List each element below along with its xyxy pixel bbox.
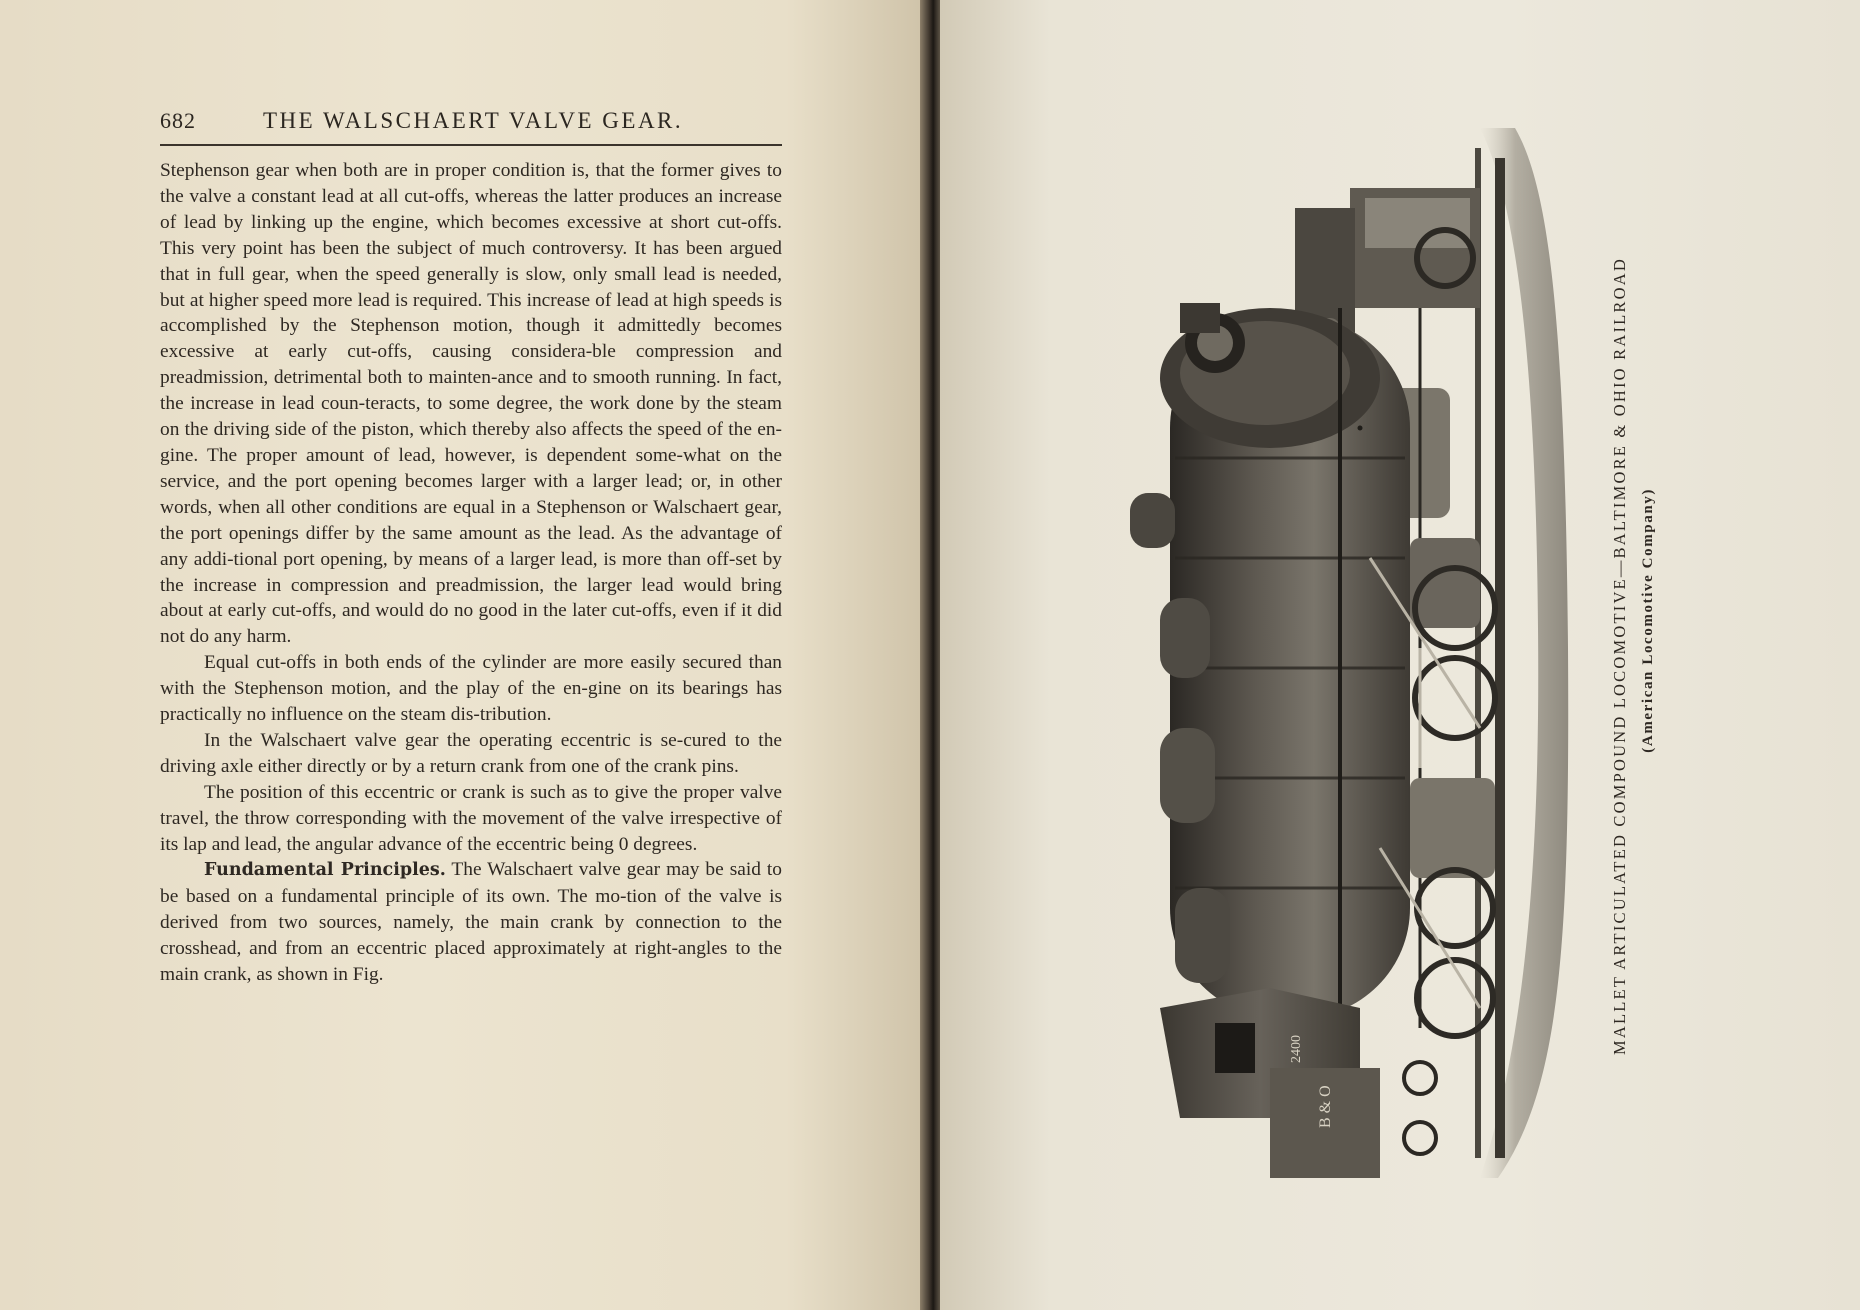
book-gutter [920,0,942,1310]
paragraph-5-text: The Walschaert valve gear may be said to be based on a fundamental principle of its own. The mo-tion of the valve is derived from two sources, namely, the main crank by connection to the crosshead, and from an eccentric placed approximately at right-angles to the main crank, as shown in Fig. [160,859,782,986]
left-page [0,0,925,1310]
caption-sub: (American Locomotive Company) [1640,488,1656,753]
plate-caption [1595,238,1685,1074]
cab-number: 2400 [1289,1035,1304,1063]
locomotive-illustration [1120,128,1570,1188]
paragraph-4: The position of this eccentric or crank is such as to give the proper valve travel, the throw corresponding with the movement of the valve irrespective of its lap and lead, the angular advance of the eccentric being 0 degrees. [160,781,782,855]
tender-lettering: B & O [1317,1085,1334,1128]
caption-main: MALLET ARTICULATED COMPOUND LOCOMOTIVE—BALTIMORE & OHIO RAILROAD [1610,257,1629,1055]
page-number: 682 [160,108,196,133]
paragraph-3: In the Walschaert valve gear the operating eccentric is se-cured to the driving axle either directly or by a return crank from one of the crank pins. [160,729,782,777]
body-text [160,158,782,988]
running-head-title: THE WALSCHAERT VALVE GEAR. [263,108,684,133]
paragraph-2: Equal cut-offs in both ends of the cylinder are more easily secured than with the Stephenson motion, and the play of the en-gine on its bearings has practically no influence on the steam dis-tribution. [160,652,782,726]
paragraph-1: Stephenson gear when both are in proper condition is, that the former gives to the valve a constant lead at all cut-offs, whereas the latter produces an increase of lead by linking up the engine, which becomes excessive at short cut-offs. This very point has been the subject of much controversy. It has been argued that in full gear, when the speed generally is slow, only small lead is needed, but at higher speed more lead is required. This increase of lead at high speeds is accomplished by the Stephenson motion, though it admittedly becomes excessive at early cut-offs, causing considera-ble compression and preadmission, detrimental both to mainten-ance and to smooth running. In fact, the increase in lead coun-teracts, to some degree, the work done by the steam on the driving side of the piston, which thereby also affects the speed of the en-gine. The proper amount of lead, however, is dependent some-what on the service, and the port opening becomes larger with a larger lead; or, in other words, when all other conditions are equal in a Stephenson or Walschaert gear, the port openings differ by the same amount as the lead. As the advantage of any addi-tional port opening, by means of a larger lead, is more than off-set by the increase in compression and preadmission, the larger lead would bring about at early cut-offs, and would do no good in the later cut-offs, even if it did not do any harm. [160,160,782,648]
locomotive-plate [1120,128,1570,1188]
paragraph-5 [160,857,782,988]
section-run-in-heading: Fundamental Principles. [204,860,446,881]
running-head [160,104,782,146]
